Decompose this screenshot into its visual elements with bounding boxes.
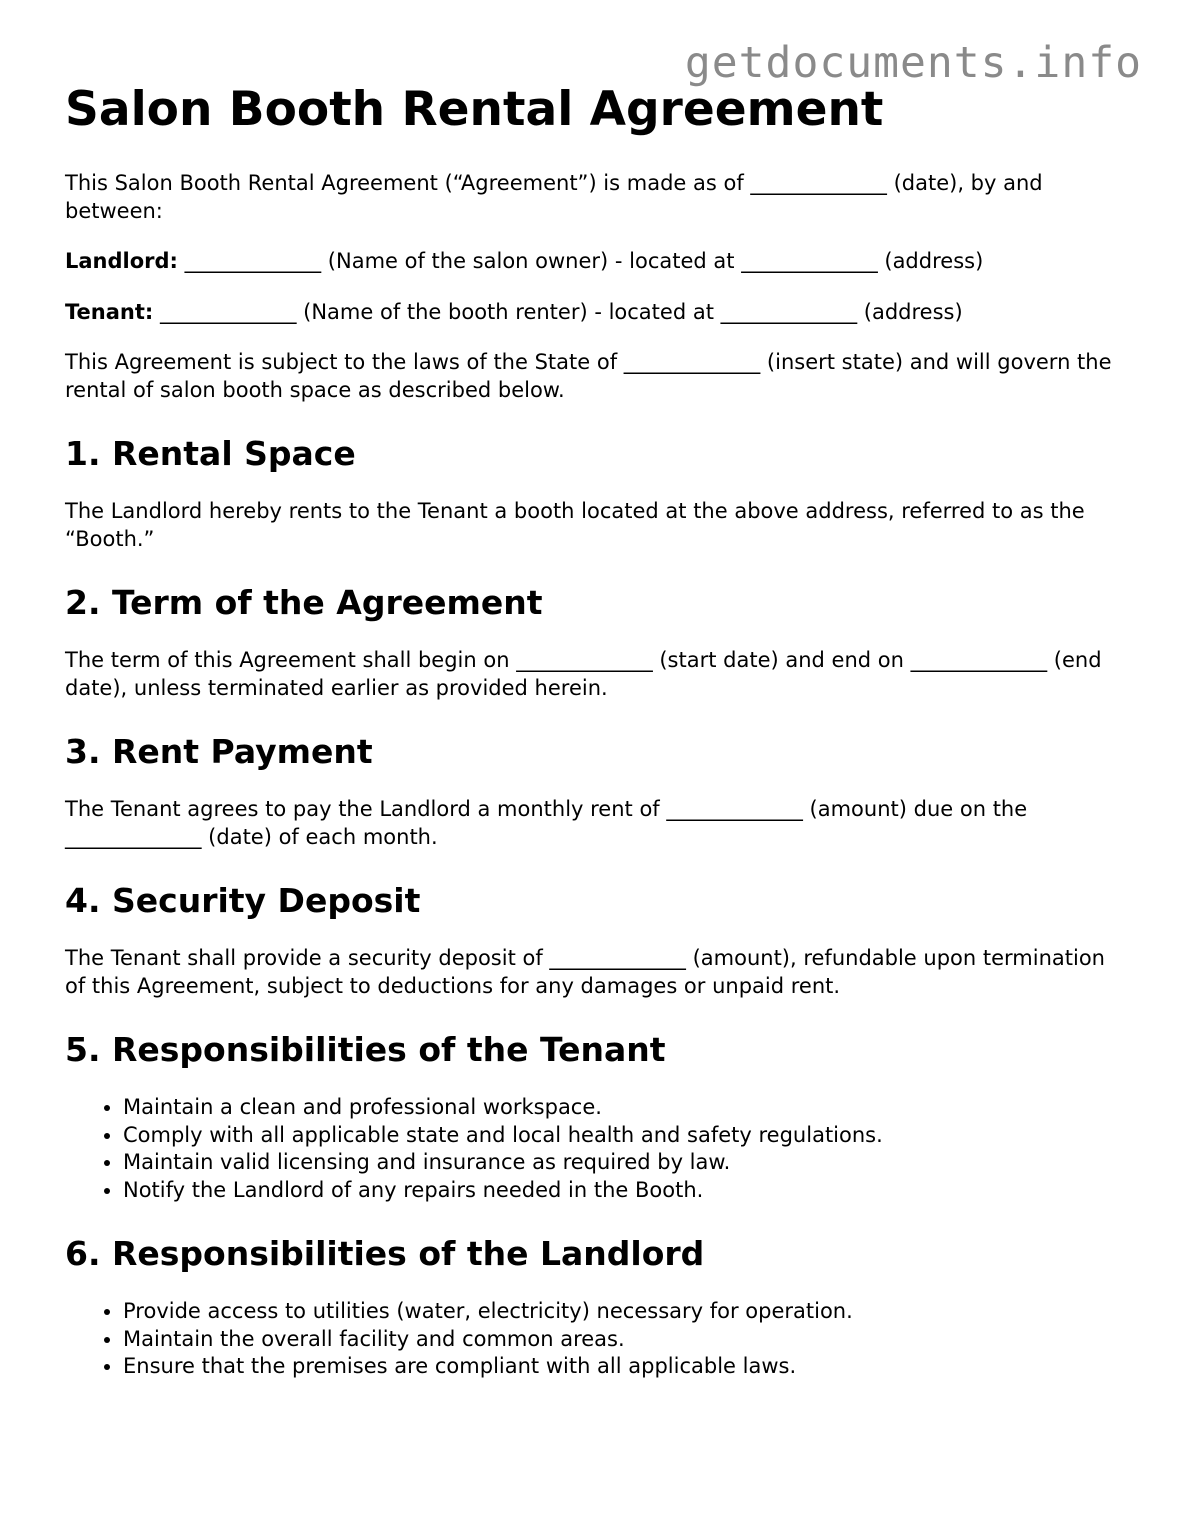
list-item: • Maintain the overall facility and common areas. — [123, 1326, 1125, 1354]
landlord-line — [65, 248, 1125, 276]
list-item: • Maintain a clean and professional workspace. — [123, 1094, 1125, 1122]
section-body-security-deposit: The Tenant shall provide a security deposit of _____________ (amount), refundable upon termination of this Agreement, subject to deductions for any damages or unpaid rent. — [65, 946, 1105, 998]
tenant-line — [65, 299, 1125, 327]
list-item: • Maintain valid licensing and insurance as required by law. — [123, 1149, 1125, 1177]
tenant-text: _____________ (Name of the booth renter) - located at _____________ (address) — [153, 299, 963, 324]
list-item: • Provide access to utilities (water, electricity) necessary for operation. — [123, 1298, 1125, 1326]
intro-paragraph: This Salon Booth Rental Agreement (“Agreement”) is made as of _____________ (date), by and between: — [65, 171, 1043, 223]
section-heading-security-deposit: 4. Security Deposit — [65, 881, 421, 920]
landlord-text: _____________ (Name of the salon owner) - located at _____________ (address) — [177, 249, 984, 273]
section-body-rental-space: The Landlord hereby rents to the Tenant a booth located at the above address, referred to as the “Booth.” — [65, 499, 1085, 551]
governing-law-paragraph: This Agreement is subject to the laws of the State of _____________ (insert state) and will govern the rental of salon booth space as described below. — [65, 350, 1112, 402]
section-heading-tenant-responsibilities: 5. Responsibilities of the Tenant — [65, 1030, 666, 1069]
list-item: • Notify the Landlord of any repairs needed in the Booth. — [123, 1177, 1125, 1205]
document-page — [65, 80, 1125, 1381]
section-heading-term: 2. Term of the Agreement — [65, 583, 543, 622]
landlord-label: Landlord: — [65, 249, 178, 273]
section-heading-landlord-responsibilities: 6. Responsibilities of the Landlord — [65, 1234, 705, 1273]
section-body-rent-payment: The Tenant agrees to pay the Landlord a monthly rent of _____________ (amount) due on the _____________ (date) of each month. — [65, 797, 1028, 849]
document-title: Salon Booth Rental Agreement — [65, 82, 884, 137]
watermark-text: getdocuments.info — [684, 38, 1142, 88]
section-heading-rental-space: 1. Rental Space — [65, 434, 356, 473]
list-item: • Comply with all applicable state and local health and safety regulations. — [123, 1122, 1125, 1150]
tenant-label: Tenant: — [65, 299, 154, 324]
list-item: • Ensure that the premises are compliant with all applicable laws. — [123, 1353, 1125, 1381]
tenant-responsibilities-list — [65, 1094, 1125, 1204]
section-body-term: The term of this Agreement shall begin on _____________ (start date) and end on _____________ (end date), unless terminated earlier as provided herein. — [65, 648, 1102, 700]
section-heading-rent-payment: 3. Rent Payment — [65, 732, 373, 771]
landlord-responsibilities-list — [65, 1298, 1125, 1381]
